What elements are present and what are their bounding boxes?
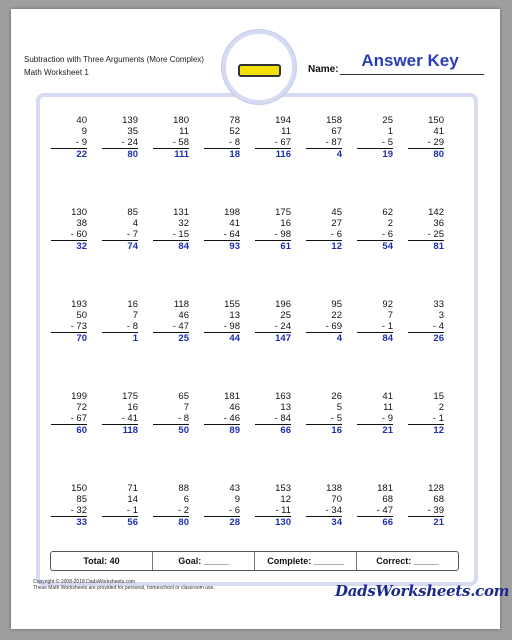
subtrahend-1: 68 xyxy=(382,494,393,505)
subtrahend-2: - 73 xyxy=(51,321,87,333)
minuend: 175 xyxy=(122,391,138,402)
subtrahend-1: 2 xyxy=(438,402,444,413)
minuend: 196 xyxy=(275,299,291,310)
problem-17 xyxy=(55,299,103,391)
problem-7 xyxy=(361,115,409,207)
dadsworksheets-logo: DadsWorksheets.com xyxy=(335,582,510,600)
problem-grid xyxy=(55,115,455,575)
minuend: 92 xyxy=(382,299,393,310)
answer-key-heading: Answer Key xyxy=(361,51,459,70)
subtrahend-2: - 47 xyxy=(153,321,189,333)
minuend: 88 xyxy=(178,483,189,494)
answer: 116 xyxy=(275,149,291,160)
subtrahend-2: - 11 xyxy=(255,505,291,517)
subtrahend-1: 67 xyxy=(331,126,342,137)
subtrahend-1: 11 xyxy=(281,126,291,137)
answer: 118 xyxy=(122,425,138,436)
subtrahend-2: - 6 xyxy=(204,505,240,517)
answer: 50 xyxy=(178,425,189,436)
subtrahend-1: 11 xyxy=(179,126,189,137)
answer: 16 xyxy=(331,425,342,436)
subtrahend-2: - 8 xyxy=(204,137,240,149)
problem-32 xyxy=(412,391,460,483)
subtrahend-2: - 47 xyxy=(357,505,393,517)
subtrahend-2: - 60 xyxy=(51,229,87,241)
problem-19 xyxy=(157,299,205,391)
subtrahend-2: - 5 xyxy=(306,413,342,425)
minuend: 193 xyxy=(71,299,87,310)
problem-15 xyxy=(361,207,409,299)
problem-20 xyxy=(208,299,256,391)
minuend: 128 xyxy=(428,483,444,494)
subtrahend-2: - 58 xyxy=(153,137,189,149)
subtrahend-2: - 1 xyxy=(357,321,393,333)
problem-31 xyxy=(361,391,409,483)
problem-27 xyxy=(157,391,205,483)
minuend: 71 xyxy=(127,483,138,494)
problem-24 xyxy=(412,299,460,391)
pencil-badge xyxy=(222,30,296,104)
minuend: 150 xyxy=(428,115,444,126)
minuend: 118 xyxy=(173,299,189,310)
subtrahend-1: 35 xyxy=(127,126,138,137)
title-line-2: Math Worksheet 1 xyxy=(24,68,89,77)
minuend: 26 xyxy=(331,391,342,402)
subtrahend-1: 46 xyxy=(229,402,240,413)
subtrahend-2: - 15 xyxy=(153,229,189,241)
subtrahend-1: 6 xyxy=(183,494,189,505)
answer: 19 xyxy=(382,149,393,160)
subtrahend-1: 9 xyxy=(81,126,87,137)
minuend: 65 xyxy=(178,391,189,402)
subtrahend-2: - 69 xyxy=(306,321,342,333)
subtrahend-2: - 39 xyxy=(408,505,444,517)
answer: 1 xyxy=(132,333,138,344)
minuend: 181 xyxy=(377,483,393,494)
problem-4 xyxy=(208,115,256,207)
subtrahend-2: - 24 xyxy=(102,137,138,149)
problem-11 xyxy=(157,207,205,299)
subtrahend-1: 5 xyxy=(336,402,342,413)
subtrahend-1: 41 xyxy=(433,126,444,137)
problem-3 xyxy=(157,115,205,207)
worksheet-title xyxy=(24,53,204,79)
minuend: 199 xyxy=(71,391,87,402)
problem-8 xyxy=(412,115,460,207)
minuend: 194 xyxy=(275,115,291,126)
subtrahend-1: 50 xyxy=(76,310,87,321)
answer: 33 xyxy=(76,517,87,528)
minuend: 181 xyxy=(224,391,240,402)
answer: 34 xyxy=(331,517,342,528)
title-line-1: Subtraction with Three Arguments (More Complex) xyxy=(24,55,204,64)
subtrahend-2: - 29 xyxy=(408,137,444,149)
problem-1 xyxy=(55,115,103,207)
pencil-icon xyxy=(238,64,281,77)
subtrahend-2: - 64 xyxy=(204,229,240,241)
answer: 147 xyxy=(275,333,291,344)
score-bar xyxy=(50,551,459,571)
subtrahend-1: 22 xyxy=(331,310,342,321)
minuend: 180 xyxy=(173,115,189,126)
answer: 81 xyxy=(433,241,444,252)
answer: 18 xyxy=(229,149,240,160)
subtrahend-2: - 9 xyxy=(357,413,393,425)
problem-26 xyxy=(106,391,154,483)
complete-field: Complete: ______ xyxy=(255,552,357,570)
subtrahend-1: 72 xyxy=(76,402,87,413)
name-line xyxy=(340,74,484,75)
minuend: 62 xyxy=(382,207,393,218)
problem-16 xyxy=(412,207,460,299)
subtrahend-1: 1 xyxy=(387,126,393,137)
problem-5 xyxy=(259,115,307,207)
answer: 54 xyxy=(382,241,393,252)
subtrahend-2: - 8 xyxy=(102,321,138,333)
subtrahend-2: - 98 xyxy=(255,229,291,241)
problem-9 xyxy=(55,207,103,299)
minuend: 85 xyxy=(127,207,138,218)
total-count: Total: 40 xyxy=(51,552,153,570)
subtrahend-1: 16 xyxy=(280,218,291,229)
subtrahend-1: 9 xyxy=(234,494,240,505)
subtrahend-2: - 6 xyxy=(306,229,342,241)
subtrahend-2: - 25 xyxy=(408,229,444,241)
subtrahend-1: 85 xyxy=(76,494,87,505)
subtrahend-1: 12 xyxy=(280,494,291,505)
answer: 80 xyxy=(433,149,444,160)
minuend: 43 xyxy=(229,483,240,494)
subtrahend-1: 25 xyxy=(280,310,291,321)
subtrahend-2: - 24 xyxy=(255,321,291,333)
minuend: 198 xyxy=(224,207,240,218)
subtrahend-1: 4 xyxy=(132,218,138,229)
answer: 4 xyxy=(336,333,342,344)
subtrahend-2: - 67 xyxy=(51,413,87,425)
problem-30 xyxy=(310,391,358,483)
answer: 22 xyxy=(76,149,87,160)
problem-12 xyxy=(208,207,256,299)
minuend: 155 xyxy=(224,299,240,310)
minuend: 95 xyxy=(331,299,342,310)
minuend: 78 xyxy=(229,115,240,126)
copyright-notice xyxy=(33,579,215,591)
answer: 12 xyxy=(433,425,444,436)
minuend: 33 xyxy=(433,299,444,310)
minuend: 142 xyxy=(428,207,444,218)
minuend: 131 xyxy=(173,207,189,218)
minuend: 130 xyxy=(71,207,87,218)
minuend: 138 xyxy=(326,483,342,494)
answer: 130 xyxy=(275,517,291,528)
subtrahend-1: 36 xyxy=(433,218,444,229)
subtrahend-1: 3 xyxy=(438,310,444,321)
problem-23 xyxy=(361,299,409,391)
answer: 25 xyxy=(178,333,189,344)
minuend: 153 xyxy=(275,483,291,494)
subtrahend-1: 13 xyxy=(280,402,291,413)
answer: 21 xyxy=(382,425,393,436)
minuend: 25 xyxy=(382,115,393,126)
problem-10 xyxy=(106,207,154,299)
answer: 80 xyxy=(127,149,138,160)
answer: 89 xyxy=(229,425,240,436)
subtrahend-1: 41 xyxy=(229,218,240,229)
subtrahend-1: 7 xyxy=(132,310,138,321)
problem-6 xyxy=(310,115,358,207)
subtrahend-2: - 84 xyxy=(255,413,291,425)
subtrahend-2: - 8 xyxy=(153,413,189,425)
answer: 61 xyxy=(280,241,291,252)
subtrahend-1: 16 xyxy=(127,402,138,413)
answer: 66 xyxy=(280,425,291,436)
answer: 12 xyxy=(331,241,342,252)
problem-29 xyxy=(259,391,307,483)
answer: 66 xyxy=(382,517,393,528)
subtrahend-2: - 32 xyxy=(51,505,87,517)
answer: 80 xyxy=(178,517,189,528)
minuend: 175 xyxy=(275,207,291,218)
answer: 21 xyxy=(433,517,444,528)
answer: 32 xyxy=(76,241,87,252)
answer: 84 xyxy=(382,333,393,344)
answer: 70 xyxy=(76,333,87,344)
subtrahend-1: 11 xyxy=(383,402,393,413)
subtrahend-2: - 98 xyxy=(204,321,240,333)
subtrahend-2: - 67 xyxy=(255,137,291,149)
copyright-line-1: Copyright © 2008-2018 DadsWorksheets.com xyxy=(33,579,135,585)
subtrahend-2: - 1 xyxy=(102,505,138,517)
answer: 93 xyxy=(229,241,240,252)
minuend: 158 xyxy=(326,115,342,126)
subtrahend-2: - 4 xyxy=(408,321,444,333)
subtrahend-1: 13 xyxy=(229,310,240,321)
subtrahend-1: 27 xyxy=(331,218,342,229)
subtrahend-1: 46 xyxy=(178,310,189,321)
answer: 111 xyxy=(174,149,189,160)
minuend: 163 xyxy=(275,391,291,402)
problem-2 xyxy=(106,115,154,207)
answer: 56 xyxy=(127,517,138,528)
problem-25 xyxy=(55,391,103,483)
name-label: Name: xyxy=(308,64,339,75)
subtrahend-2: - 6 xyxy=(357,229,393,241)
answer: 28 xyxy=(229,517,240,528)
problem-18 xyxy=(106,299,154,391)
subtrahend-2: - 9 xyxy=(51,137,87,149)
subtrahend-2: - 34 xyxy=(306,505,342,517)
problem-22 xyxy=(310,299,358,391)
minuend: 15 xyxy=(433,391,444,402)
answer: 84 xyxy=(178,241,189,252)
minuend: 150 xyxy=(71,483,87,494)
subtrahend-1: 7 xyxy=(387,310,393,321)
minuend: 41 xyxy=(382,391,393,402)
subtrahend-1: 52 xyxy=(229,126,240,137)
answer: 74 xyxy=(127,241,138,252)
answer: 4 xyxy=(336,149,342,160)
subtrahend-2: - 87 xyxy=(306,137,342,149)
subtrahend-1: 7 xyxy=(183,402,189,413)
subtrahend-1: 32 xyxy=(178,218,189,229)
problem-13 xyxy=(259,207,307,299)
subtrahend-1: 2 xyxy=(387,218,393,229)
minuend: 40 xyxy=(76,115,87,126)
subtrahend-2: - 7 xyxy=(102,229,138,241)
minuend: 45 xyxy=(331,207,342,218)
minuend: 16 xyxy=(127,299,138,310)
subtrahend-2: - 41 xyxy=(102,413,138,425)
answer: 26 xyxy=(433,333,444,344)
subtrahend-2: - 5 xyxy=(357,137,393,149)
subtrahend-1: 70 xyxy=(331,494,342,505)
subtrahend-1: 68 xyxy=(433,494,444,505)
problem-14 xyxy=(310,207,358,299)
subtrahend-1: 38 xyxy=(76,218,87,229)
subtrahend-2: - 46 xyxy=(204,413,240,425)
answer: 44 xyxy=(229,333,240,344)
problem-28 xyxy=(208,391,256,483)
minuend: 139 xyxy=(122,115,138,126)
subtrahend-2: - 2 xyxy=(153,505,189,517)
problem-21 xyxy=(259,299,307,391)
copyright-line-2: These Math Worksheets are provided for personal, homeschool or classroom use. xyxy=(33,585,215,591)
subtrahend-1: 14 xyxy=(127,494,138,505)
goal-field: Goal: _____ xyxy=(153,552,255,570)
correct-field: Correct: _____ xyxy=(376,556,439,566)
answer: 60 xyxy=(76,425,87,436)
subtrahend-2: - 1 xyxy=(408,413,444,425)
